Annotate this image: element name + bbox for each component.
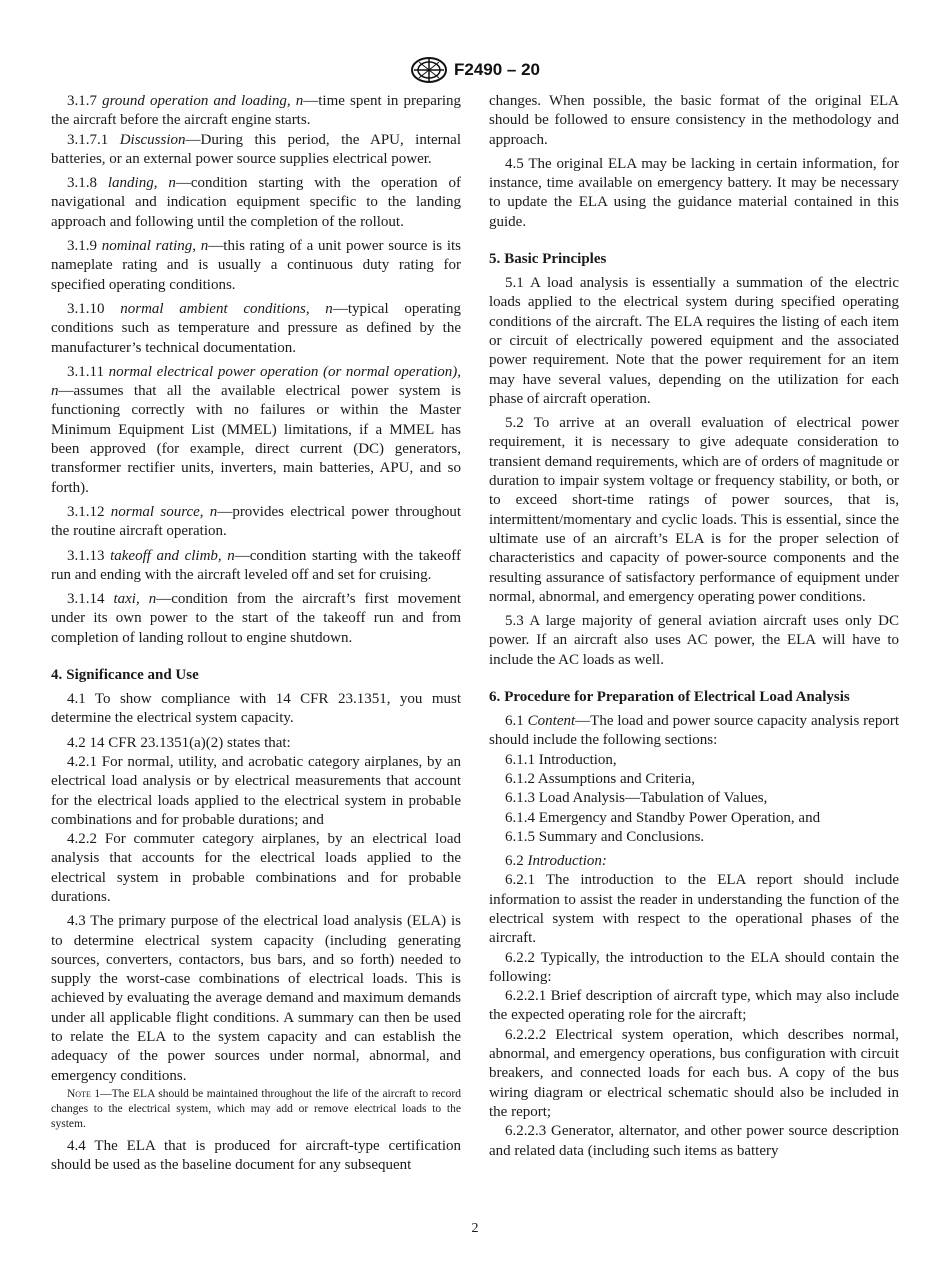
left-column [51,92,461,1176]
paragraph-3-1-8: 3.1.8 landing, n—condition starting with the operation of navigational and indication equipment specific to the landing approach and following until the completion of the rollout. [51,175,461,230]
paragraph-6-1-1: 6.1.1 Introduction, [505,751,617,768]
paragraph-6-2-2-3: 6.2.2.3 Generator, alternator, and other power source description and related data (including such items as battery [489,1123,899,1159]
section-heading-4: 4. Significance and Use [51,667,199,684]
paragraph-4-4: 4.4 The ELA that is produced for aircraft-type certification should be used as the baseline document for any subsequent [51,1137,461,1174]
paragraph-4-5: 4.5 The original ELA may be lacking in certain information, for instance, time available on emergency battery. It may be necessary to update the ELA using the guidance material contained in this guide. [489,155,899,230]
paragraph-6-1-4: 6.1.4 Emergency and Standby Power Operation, and [505,809,821,826]
paragraph-6-1: 6.1 Content—The load and power source capacity analysis report should include the following sections: [489,713,900,749]
paragraph-3-1-9: 3.1.9 nominal rating, n—this rating of a unit power source is its nameplate rating and is usually a continuous duty rating for specified operating conditions. [51,238,462,293]
paragraph-6-1-2: 6.1.2 Assumptions and Criteria, [505,770,695,787]
paragraph-4-1: 4.1 To show compliance with 14 CFR 23.1351, you must determine the electrical system capacity. [51,691,461,727]
document-number: F2490 – 20 [453,60,540,79]
paragraph-3-1-14: 3.1.14 taxi, n—condition from the aircraft’s first movement under its own power to the start of the takeoff run and from completion of landing rollout to engine shutdown. [51,591,462,646]
paragraph-5-2: 5.2 To arrive at an overall evaluation of electrical power requirement, it is necessary to give adequate consideration to transient demand requirements, which are of orders of magnitude or duration to impair system voltage or frequency stability, or both, or to exceed short-time ratings of power sources, that is, intermittent/momentary and cyclic loads. This is essential, since the ultimate use of an aircraft’s ELA is for the proper selection of characteristics and capacity of power-source components and the resulting assurance of satisfactory performance of equipment under normal, abnormal, and emergency operating power conditions. [489,415,899,605]
paragraph-3-1-12: 3.1.12 normal source, n—provides electrical power throughout the routine aircraft operation. [51,503,462,540]
section-heading-5: 5. Basic Principles [489,251,607,268]
paragraph-4-2: 4.2 14 CFR 23.1351(a)(2) states that: [67,734,291,751]
section-heading-6: 6. Procedure for Preparation of Electrical Load Analysis [489,689,850,706]
right-column [489,92,899,1161]
page-number: 2 [471,1221,479,1236]
paragraph-6-2: 6.2 Introduction: [505,853,607,870]
note-1: Note 1—The ELA should be maintained throughout the life of the aircraft to record changes to the electrical system, which may add or remove electrical loads to the system. [51,1087,461,1130]
paragraph-4-3: 4.3 The primary purpose of the electrical load analysis (ELA) is to determine electrical system capacity (including generating sources, converters, contactors, bus bars, and so forth) needed to supply the worst-case combinations of electrical loads. This is achieved by evaluating the average demand and maximum demands under all applicable flight conditions. A summary can then be used to relate the ELA to the system capacity and can establish the adequacy of the power sources under normal, abnormal, and emergency conditions. [51,913,461,1084]
paragraph-3-1-11: 3.1.11 normal electrical power operation (or normal operation), n—assumes that all the available electrical power system is functioning correctly with no failures or within the Master Minimum Equipment List (MMEL) limitations, if a MMEL has been approved (for example, direct current (DC) generators, transformer rectifier units, inverters, main batteries, APU, and so forth). [51,363,461,496]
paragraph-6-1-5: 6.1.5 Summary and Conclusions. [505,828,705,845]
paragraph-3-1-13: 3.1.13 takeoff and climb, n—condition starting with the takeoff run and ending with the aircraft leveled off and set for cruising. [51,547,461,583]
paragraph-6-2-1: 6.2.1 The introduction to the ELA report should include information to assist the reader in understanding the function of the electrical system with respect to the operational phases of the aircraft. [489,872,899,947]
paragraph-4-2-2: 4.2.2 For commuter category airplanes, by an electrical load analysis that accounts for the electrical loads applied to the electrical system in probable combinations and for probable durations. [51,831,461,905]
astm-logo-icon [410,57,448,83]
page-header [0,56,950,84]
paragraph-6-1-3: 6.1.3 Load Analysis—Tabulation of Values, [505,790,768,807]
paragraph-4-2-1: 4.2.1 For normal, utility, and acrobatic category airplanes, by an electrical load analysis or by electrical measurements that account for the electrical loads applied to the electrical system in probable combinations and for probable durations; and [51,753,461,828]
paragraph-6-2-2-1: 6.2.2.1 Brief description of aircraft type, which may also include the expected operating role for the aircraft; [489,988,899,1024]
paragraph-3-1-7: 3.1.7 ground operation and loading, n—time spent in preparing the aircraft before the aircraft engine starts. [51,93,462,129]
paragraph-5-1: 5.1 A load analysis is essentially a summation of the electric loads applied to the electrical system during specified operating conditions of the aircraft. The ELA requires the listing of each item or circuit of electrically powered equipment and the associated power requirement. Note that the power requirement for an item may have several values, depending on the utilization for each phase of aircraft operation. [489,275,899,407]
paragraph-4-4-continued: changes. When possible, the basic format of the original ELA should be followed to ensure consistency in the methodology and approach. [489,93,899,148]
paragraph-6-2-2-2: 6.2.2.2 Electrical system operation, which describes normal, abnormal, and emergency operations, bus configuration with circuit breakers, and connected loads for each bus. A copy of the bus wiring diagram or electrical schematic should also be included in the report; [489,1026,899,1120]
paragraph-6-2-2: 6.2.2 Typically, the introduction to the ELA should contain the following: [489,949,899,985]
paragraph-3-1-7-1: 3.1.7.1 Discussion—During this period, the APU, internal batteries, or an external power source supplies electrical power. [51,131,461,167]
paragraph-5-3: 5.3 A large majority of general aviation aircraft uses only DC power. If an aircraft also uses AC power, the ELA will have to include the AC loads as well. [489,613,899,668]
paragraph-3-1-10: 3.1.10 normal ambient conditions, n—typical operating conditions such as temperature and pressure as defined by the manufacturer’s technical documentation. [51,300,461,356]
